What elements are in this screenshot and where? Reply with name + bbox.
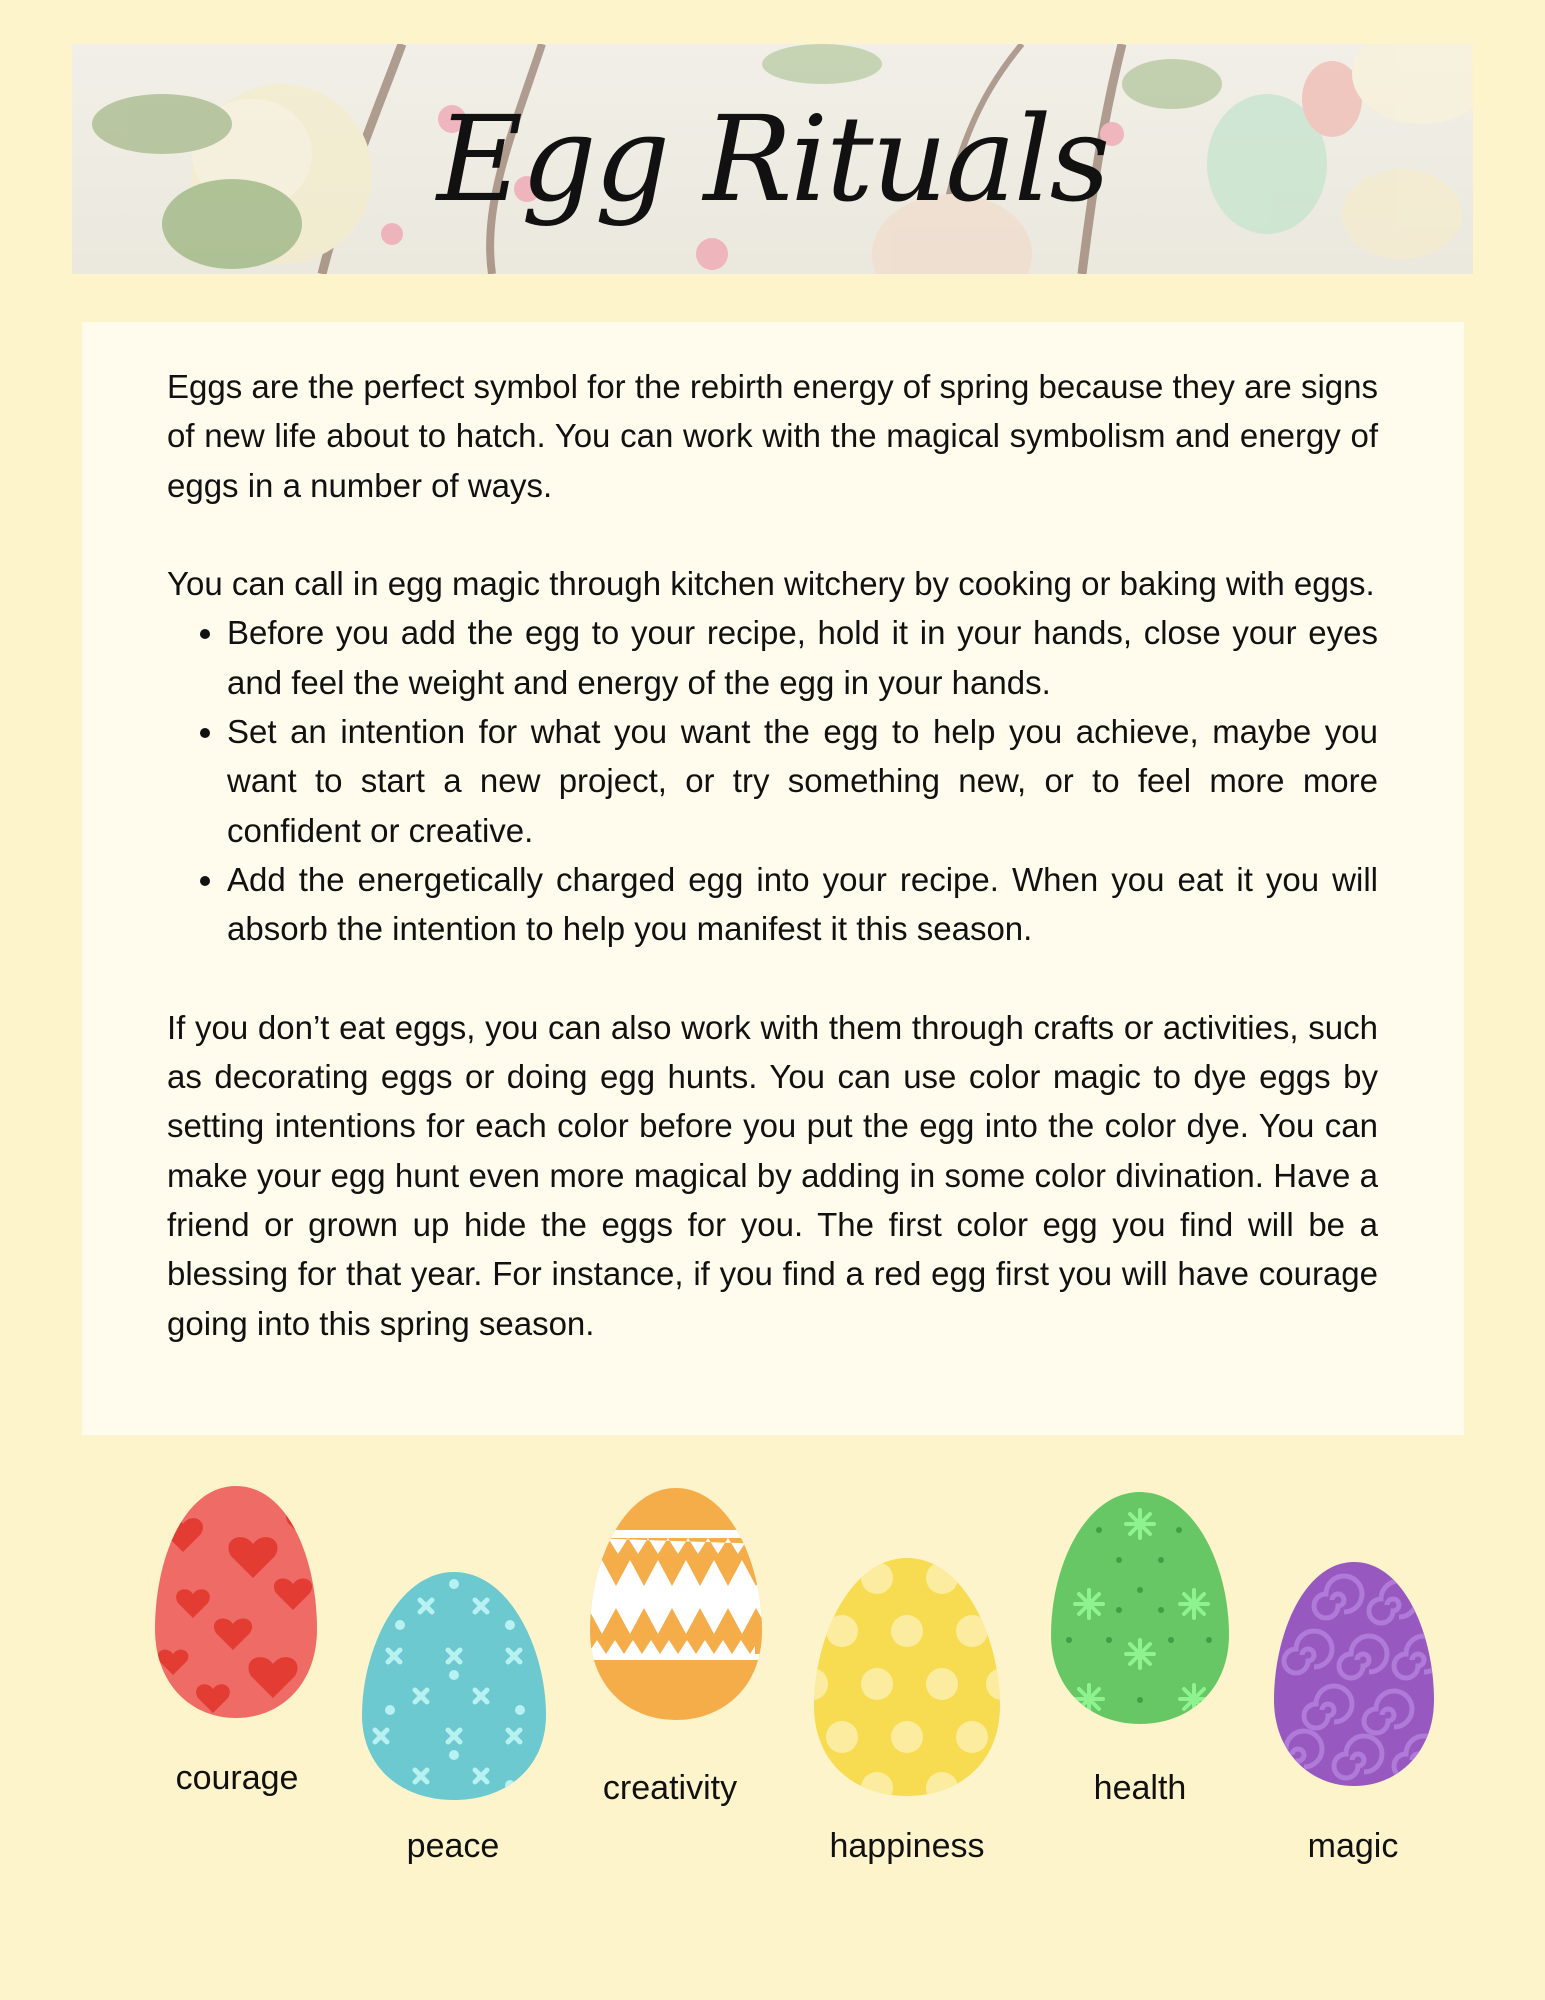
teal-egg-icon [360, 1570, 548, 1802]
green-egg-icon [1049, 1490, 1231, 1726]
list-item: • Set an intention for what you want the egg to help you achieve, maybe you want to start a new project, or try something new, or to feel more more confident or creative. [227, 707, 1378, 855]
list-item: • Add the energetically charged egg into your recipe. When you eat it you will absorb the intention to help you manifest it this season. [227, 855, 1378, 954]
article-body [167, 362, 1378, 1348]
egg-label-magic: magic [1307, 1827, 1399, 1865]
page-title: Egg Rituals [436, 90, 1109, 228]
ritual-steps-list [167, 608, 1378, 953]
intro-paragraph: Eggs are the perfect symbol for the rebirth energy of spring because they are signs of new life about to hatch. You can work with the magical symbolism and energy of eggs in a number of ways. [167, 368, 1378, 504]
egg-label-health: health [1093, 1769, 1187, 1807]
purple-egg-icon [1272, 1560, 1436, 1788]
orange-egg-icon [588, 1486, 764, 1722]
egg-label-happiness: happiness [829, 1827, 985, 1865]
red-egg-icon [153, 1484, 319, 1720]
list-item: • Before you add the egg to your recipe, hold it in your hands, close your eyes and feel the weight and energy of the egg in your hands. [227, 608, 1378, 707]
kitchen-paragraph: You can call in egg magic through kitchen witchery by cooking or baking with eggs. [167, 565, 1375, 603]
egg-label-creativity: creativity [602, 1769, 738, 1807]
yellow-egg-icon [812, 1556, 1002, 1798]
header-banner [72, 44, 1473, 274]
crafts-paragraph: If you don’t eat eggs, you can also work with them through crafts or activities, such as decorating eggs or doing egg hunts. You can use color magic to dye eggs by setting intentions for each color before you put the egg into the color dye. You can make your egg hunt even more magical by adding in some color divination. Have a friend or grown up hide the eggs for you. The first color egg you find will be a blessing for that year. For instance, if you find a red egg first you will have courage going into this spring season. [167, 1008, 1378, 1342]
egg-label-courage: courage [175, 1759, 299, 1797]
egg-label-peace: peace [406, 1827, 500, 1865]
